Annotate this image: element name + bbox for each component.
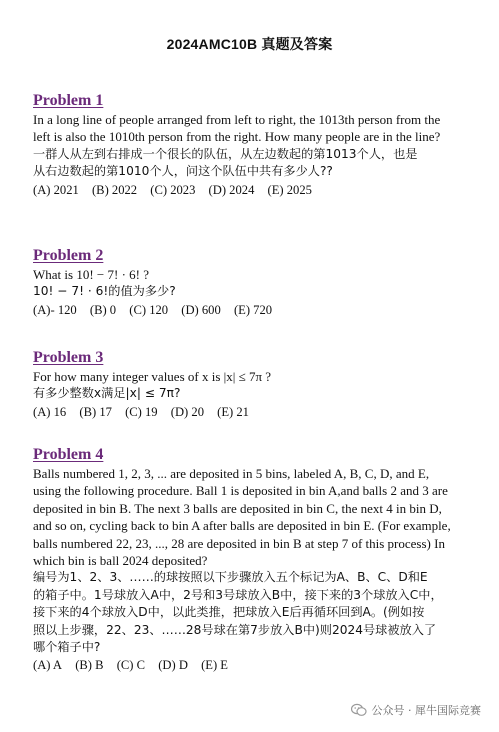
choice-a: (A) A	[33, 658, 63, 673]
problem-text-zh: 的箱子中。1号球放入A中，2号和3号球放入B中，接下来的3个球放入C中，	[33, 587, 443, 602]
choice-d: (D) 20	[170, 404, 204, 419]
choice-d: (D) 600	[181, 302, 221, 317]
problem-text: For how many integer values of x is |x| ≤ 7π ?	[33, 369, 272, 384]
problem-2	[33, 247, 478, 319]
choice-a: (A)- 120	[33, 302, 77, 317]
choice-a: (A) 16	[33, 404, 67, 419]
choice-a: (A) 2021	[33, 182, 79, 197]
watermark-text: 公众号 · 犀牛国际竞赛	[371, 704, 481, 717]
choice-d: (D) D	[158, 658, 188, 673]
document-title: 2024AMC10B 真题及答案	[166, 36, 333, 52]
problem-text-zh: 一群人从左到右排成一个很长的队伍，从左边数起的第1013个人，也是	[33, 146, 418, 161]
choice-c: (C) 120	[129, 302, 169, 317]
problem-text: deposited in bin B. The next 3 balls are deposited in bin C, the next 4 in bin D,	[33, 500, 442, 516]
problem-text: which bin is ball 2024 deposited?	[33, 553, 208, 569]
answer-choices	[33, 403, 478, 421]
choice-e: (E) 2025	[267, 182, 312, 197]
problem-text: using the following procedure. Ball 1 is deposited in bin A,and balls 2 and 3 are	[33, 483, 448, 499]
choice-c: (C) C	[116, 658, 146, 673]
problem-heading: Problem 1	[33, 92, 104, 109]
problem-text-zh: 哪个箱子中?	[33, 640, 101, 655]
problem-text: In a long line of people arranged from left to right, the 1013th person from the	[33, 112, 441, 127]
problem-text: left is also the 1010th person from the right. How many people are in the line?	[33, 129, 441, 145]
problem-text-zh: 10! − 7! · 6!的值为多少?	[33, 284, 176, 299]
problem-text-zh: 照以上步骤，22、23、……28号球在第7步放入B中)则2024号球被放入了	[33, 622, 437, 637]
choice-b: (B) B	[75, 658, 104, 673]
choice-e: (E) E	[201, 658, 228, 673]
problem-text-zh: 从右边数起的第1010个人，问这个队伍中共有多少人??	[33, 164, 333, 179]
choice-e: (E) 21	[217, 404, 249, 419]
problem-1	[33, 92, 478, 199]
answer-choices	[33, 301, 478, 319]
choice-c: (C) 19	[125, 404, 158, 419]
problem-text: Balls numbered 1, 2, 3, ... are deposited in 5 bins, labeled A, B, C, D, and E,	[33, 466, 430, 481]
problem-heading: Problem 2	[33, 247, 104, 264]
problem-heading: Problem 4	[33, 446, 104, 463]
answer-choices	[33, 656, 478, 674]
wechat-icon	[351, 703, 367, 717]
problem-4	[33, 446, 478, 674]
watermark-footer	[351, 702, 482, 718]
problem-text: and so on, cycling back to bin A after balls are deposited in bin E. (For example,	[33, 518, 451, 534]
choice-b: (B) 0	[89, 302, 117, 317]
problem-text: What is 10! − 7! · 6! ?	[33, 267, 149, 282]
choice-d: (D) 2024	[208, 182, 255, 197]
choice-b: (B) 2022	[91, 182, 138, 197]
problem-text-zh: 有多少整数x满足|x| ≤ 7π?	[33, 386, 181, 401]
problem-text-zh: 编号为1、2、3、……的球按照以下步骤放入五个标记为A、B、C、D和E	[33, 570, 428, 585]
choice-c: (C) 2023	[150, 182, 196, 197]
choice-b: (B) 17	[79, 404, 112, 419]
problem-text-zh: 接下来的4个球放入D中，以此类推，把球放入E后再循环回到A。(例如按	[33, 605, 425, 620]
problem-3	[33, 349, 478, 421]
problem-text: balls numbered 22, 23, ..., 28 are deposited in bin B at step 7 of this process) In	[33, 535, 445, 551]
answer-choices	[33, 181, 478, 199]
problem-heading: Problem 3	[33, 349, 104, 366]
choice-e: (E) 720	[233, 302, 273, 317]
